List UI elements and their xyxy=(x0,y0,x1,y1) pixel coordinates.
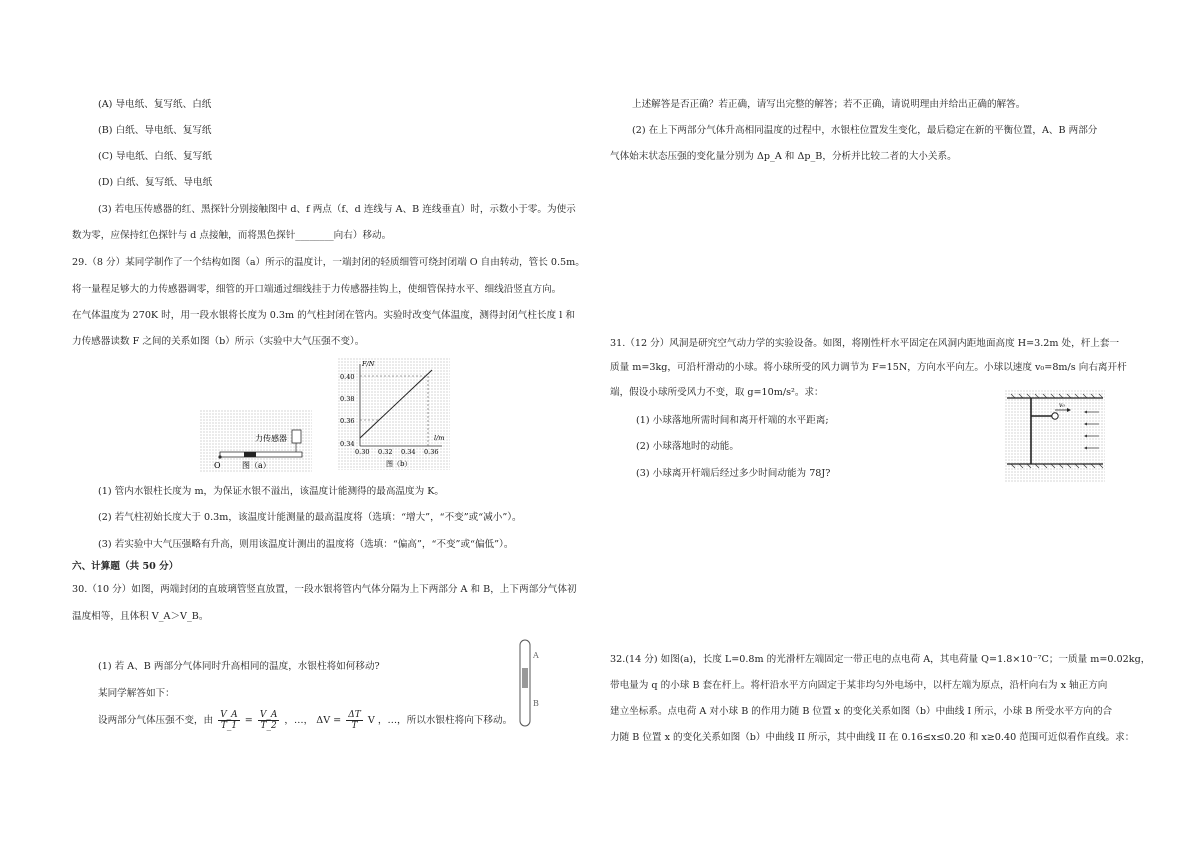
option-c: (C) 导电纸、白纸、复写纸 xyxy=(98,151,212,162)
tube-label-a: A xyxy=(533,651,539,660)
delta-v-rhs: V xyxy=(367,715,375,726)
q32-line3: 建立坐标系。点电荷 A 对小球 B 的作用力随 B 位置 x 的变化关系如图（b）中曲线 I 所示，小球 B 所受水平方向的合 xyxy=(610,706,1113,717)
figure-a xyxy=(200,410,312,472)
fig-b-xtick-2: 0.32 xyxy=(378,448,393,456)
figure-b xyxy=(338,358,450,470)
v0-label: v₀ xyxy=(1059,402,1065,409)
wind-tunnel-figure xyxy=(1005,390,1105,482)
fig-a-o-label: O xyxy=(214,461,221,470)
option-a: (A) 导电纸、复写纸、白纸 xyxy=(98,99,212,110)
q29-sub2: (2) 若气柱初始长度大于 0.3m，该温度计能测量的最高温度将（选填：“增大”，“不变”或“减小”）。 xyxy=(98,512,522,523)
tube-label-b: B xyxy=(533,699,539,708)
q30-sub1: (1) 若 A、B 两部分气体同时升高相同的温度，水银柱将如何移动? xyxy=(98,661,380,672)
q31-line1: 31.（12 分）风洞是研究空气动力学的实验设备。如图，将刚性杆水平固定在风洞内距地面高度 H=3.2m 处，杆上套一 xyxy=(610,338,1120,349)
q30-line2: 温度相等，且体积 V_A＞V_B。 xyxy=(72,611,209,622)
q30-line1: 30.（10 分）如图，两端封闭的直玻璃管竖直放置，一段水银将管内气体分隔为上下两部分 A 和 B，上下两部分气体初 xyxy=(72,584,577,595)
solution-pre: 设两部分气体压强不变，由 xyxy=(98,715,214,726)
q29-line2: 将一量程足够大的力传感器调零，细管的开口端通过细线挂于力传感器挂钩上，使细管保持水平、细线沿竖直方向。 xyxy=(72,284,562,295)
option-b: (B) 白纸、导电纸、复写纸 xyxy=(98,125,212,136)
q32-line1: 32.(14 分) 如图(a)，长度 L=0.8m 的光滑杆左端固定一带正电的点电荷 A，其电荷量 Q=1.8×10⁻⁷C；一质量 m=0.02kg， xyxy=(610,654,1151,665)
q29-line4: 力传感器读数 F 之间的关系如图（b）所示（实验中大气压强不变）。 xyxy=(72,336,365,347)
q31-line3: 端，假设小球所受风力不变，取 g=10m/s²。求： xyxy=(610,387,824,398)
fraction-va-t1: $\frac{V\_A}{T\_1}$ xyxy=(220,710,238,731)
q31-sub1: (1) 小球落地所需时间和离开杆端的水平距离; xyxy=(636,415,829,426)
fig-a-sensor-label: 力传感器 xyxy=(255,434,287,443)
q29-sub1: (1) 管内水银柱长度为 m，为保证水银不溢出，该温度计能测得的最高温度为 K。 xyxy=(98,486,445,497)
fig-b-xtick-4: 0.36 xyxy=(424,448,439,456)
delta-v-lhs: ΔV = xyxy=(316,715,342,726)
q32-line2: 带电量为 q 的小球 B 套在杆上。将杆沿水平方向固定于某非均匀外电场中，以杆左端为原点，沿杆向右为 x 轴正方向 xyxy=(610,680,1108,691)
fig-b-x-label: l/m xyxy=(434,434,445,442)
q29-line3: 在气体温度为 270K 时，用一段水银将长度为 0.3m 的气柱封闭在管内。实验时改变气体温度，测得封闭气柱长度 l 和 xyxy=(72,310,575,321)
q31-line2: 质量 m=3kg，可沿杆滑动的小球。将小球所受的风力调节为 F=15N，方向水平向左。小球以速度 v₀=8m/s 向右离开杆 xyxy=(610,362,1127,373)
q28-part3-line2: 数为零，应保持红色探针与 d 点接触，而将黑色探针________向右）移动。 xyxy=(72,230,392,241)
q30-top-line2: (2) 在上下两部分气体升高相同温度的过程中，水银柱位置发生变化，最后稳定在新的平衡位置，A、B 两部分 xyxy=(632,125,1098,136)
q32-line4: 力随 B 位置 x 的变化关系如图（b）中曲线 II 所示，其中曲线 II 在 0.16≤x≤0.20 和 x≥0.40 范围可近似看作直线。求： xyxy=(610,732,1135,743)
fig-b-caption: 图（b） xyxy=(386,460,412,468)
fig-b-ytick-2: 0.38 xyxy=(340,395,355,403)
q31-sub3: (3) 小球离开杆端后经过多少时间动能为 78J? xyxy=(636,468,831,479)
equals-sign: = xyxy=(244,715,253,726)
fig-b-ytick-4: 0.34 xyxy=(340,440,355,448)
fraction-dt-t: $\frac{\Delta T}{T}$ xyxy=(348,710,361,731)
q30-student: 某同学解答如下： xyxy=(98,688,175,699)
q30-solution xyxy=(98,710,512,740)
q31-sub2: (2) 小球落地时的动能。 xyxy=(636,441,739,452)
q28-part3-line1: (3) 若电压传感器的红、黑探针分别接触图中 d、f 两点（f、d 连线与 A、B 连线垂直）时，示数小于零。为使示 xyxy=(98,204,576,215)
fig-b-xtick-1: 0.30 xyxy=(355,448,370,456)
q29-line1: 29.（8 分）某同学制作了一个结构如图（a）所示的温度计，一端封闭的轻质细管可绕封闭端 O 自由转动，管长 0.5m。 xyxy=(72,257,585,268)
fig-b-ytick-1: 0.40 xyxy=(340,373,355,381)
q29-sub3: (3) 若实验中大气压强略有升高，则用该温度计测出的温度将（选填：“偏高”，“不变”或“偏低”）。 xyxy=(98,539,514,550)
fig-b-ytick-3: 0.36 xyxy=(340,417,355,425)
option-d: (D) 白纸、复写纸、导电纸 xyxy=(98,177,213,188)
fraction-va-t2: $\frac{V\_A}{T\_2}$ xyxy=(259,710,278,731)
solution-mid1: ，…， xyxy=(284,715,314,726)
q30-top-line1: 上述解答是否正确？若正确，请写出完整的解答；若不正确，请说明理由并给出正确的解答。 xyxy=(632,99,1026,110)
glass-tube-figure xyxy=(512,638,546,728)
solution-mid2: ，…，所以水银柱将向下移动。 xyxy=(377,715,513,726)
fig-b-xtick-3: 0.34 xyxy=(401,448,416,456)
q30-top-line3: 气体始末状态压强的变化量分别为 Δp_A 和 Δp_B，分析并比较二者的大小关系。 xyxy=(610,151,957,162)
fig-a-caption: 图（a） xyxy=(242,461,271,470)
section-title: 六、计算题（共 50 分） xyxy=(72,561,179,572)
fig-b-y-label: F/N xyxy=(362,360,375,368)
